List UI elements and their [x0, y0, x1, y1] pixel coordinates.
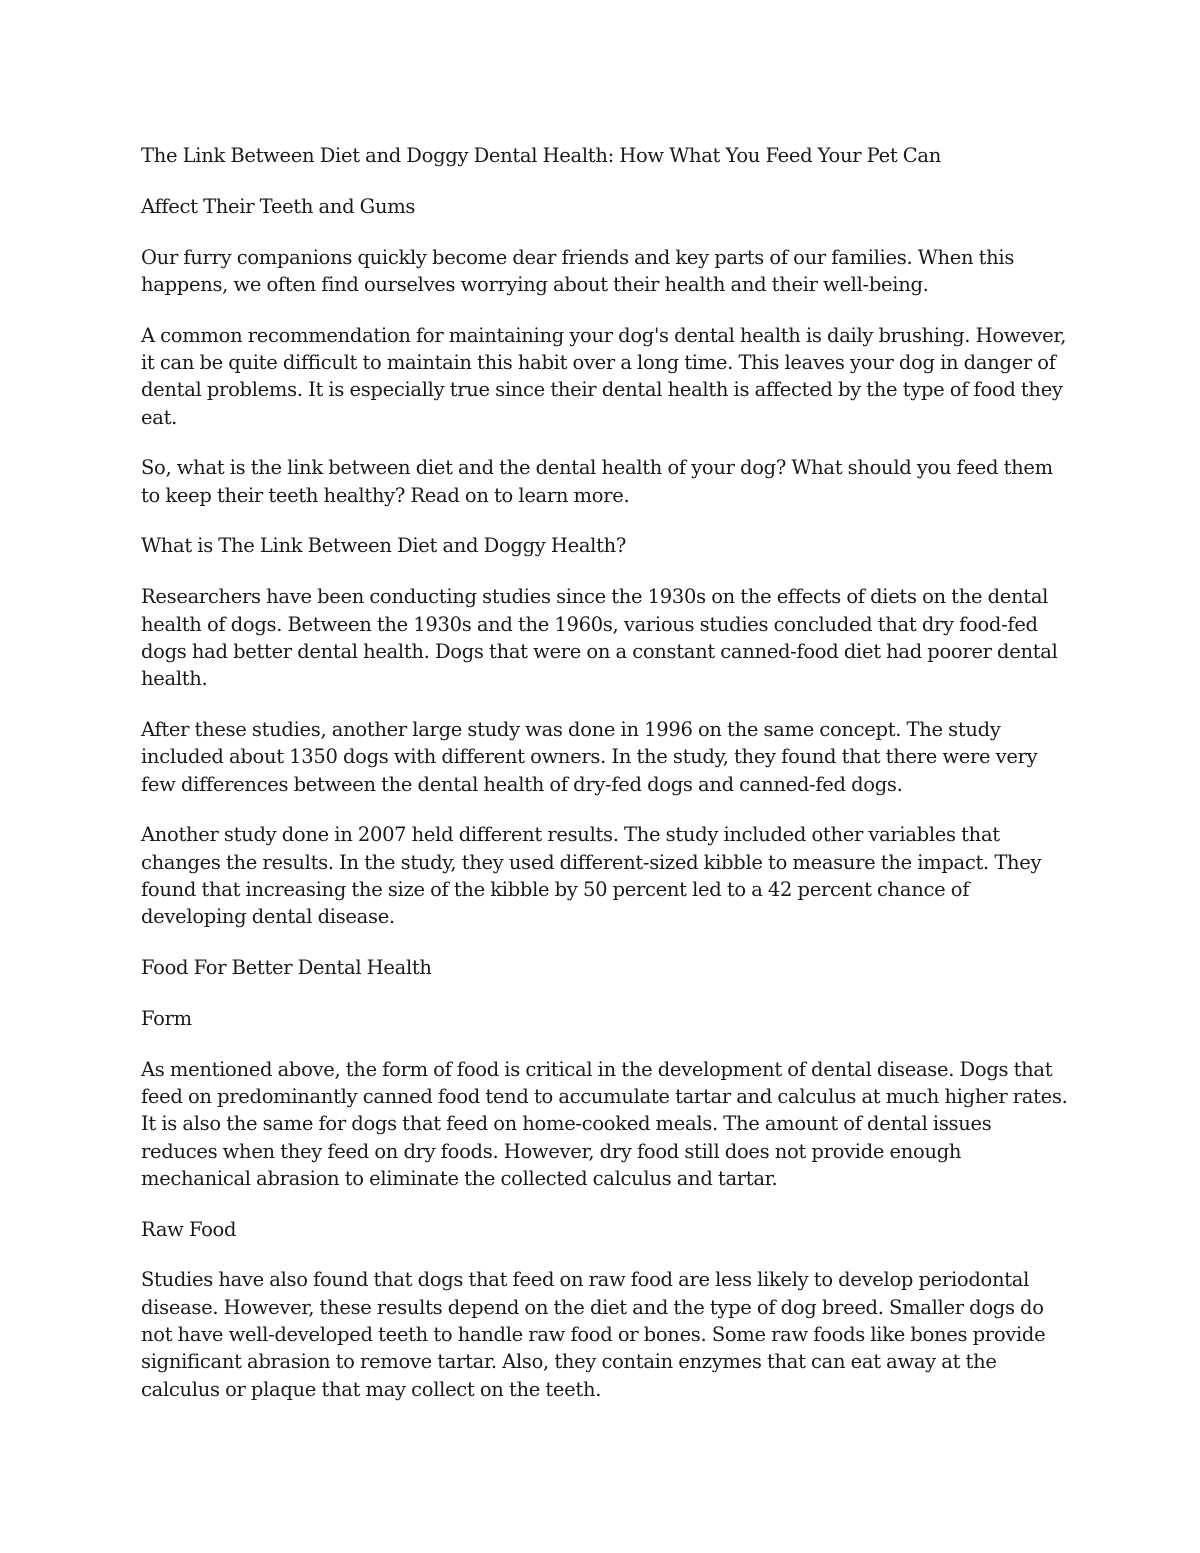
intro-paragraph-3: So, what is the link between diet and the dental health of your dog? What should you feed them to keep their teeth healthy? Read on to learn more. [141, 456, 1053, 507]
subsection-form-paragraph: As mentioned above, the form of food is critical in the development of dental disease. Dogs that feed on predominantly canned food tend to accumulate tartar and calculus at much higher rates. It is also the same for dogs that feed on home-cooked meals. The amount of dental issues reduces when they feed on dry foods. However, dry food still does not provide enough mechanical abrasion to eliminate the collected calculus and tartar. [141, 1057, 1068, 1190]
subsection-heading-raw-food: Raw Food [141, 1217, 237, 1241]
subsection-raw-food-paragraph: Studies have also found that dogs that feed on raw food are less likely to develop periodontal disease. However, these results depend on the diet and the type of dog breed. Smaller dogs do not have well-developed teeth to handle raw food or bones. Some raw foods like bones provide significant abrasion to remove tartar. Also, they contain enzymes that can eat away at the calculus or plaque that may collect on the teeth. [141, 1268, 1046, 1401]
section-link-paragraph-2: After these studies, another large study was done in 1996 on the same concept. The study included about 1350 dogs with different owners. In the study, they found that there were very few differences between the dental health of dry-fed dogs and canned-fed dogs. [141, 717, 1038, 796]
intro-paragraph-1: Our furry companions quickly become dear friends and key parts of our families. When this happens, we often find ourselves worrying about their health and their well-being. [141, 245, 1015, 296]
document-title-line-1: The Link Between Diet and Doggy Dental Health: How What You Feed Your Pet Can [141, 144, 941, 167]
intro-paragraph-2: A common recommendation for maintaining your dog's dental health is daily brushing. However, it can be quite difficult to maintain this habit over a long time. This leaves your dog in danger of dental problems. It is especially true since their dental health is affected by the type of food they eat. [141, 323, 1067, 429]
section-link-paragraph-1: Researchers have been conducting studies since the 1930s on the effects of diets on the dental health of dogs. Between the 1930s and the 1960s, various studies concluded that dry food-fed dogs had better dental health. Dogs that were on a constant canned-food diet had poorer dental health. [141, 585, 1058, 691]
section-heading-food: Food For Better Dental Health [141, 956, 432, 980]
section-heading-link: What is The Link Between Diet and Doggy Health? [141, 534, 627, 558]
subsection-heading-form: Form [141, 1006, 192, 1030]
document-title-line-2: Affect Their Teeth and Gums [141, 194, 416, 218]
section-link-paragraph-3: Another study done in 2007 held different results. The study included other variables that changes the results. In the study, they used different-sized kibble to measure the impact. They found that increasing the size of the kibble by 50 percent led to a 42 percent chance of developing dental disease. [141, 823, 1042, 929]
